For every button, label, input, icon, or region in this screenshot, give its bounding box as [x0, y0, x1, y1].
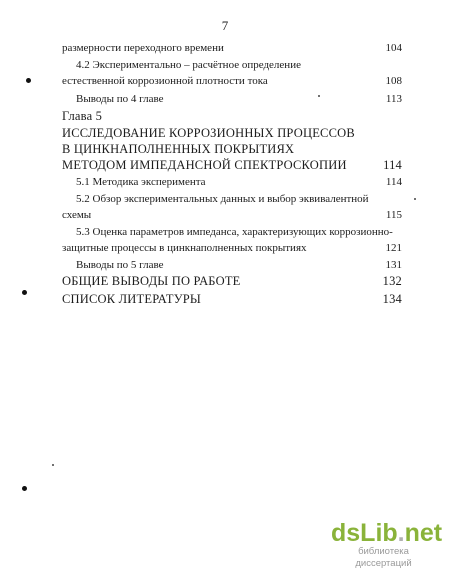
toc-entry-text: защитные процессы в цинкнаполненных покрытиях [62, 242, 307, 254]
toc-entry-text: Выводы по 4 главе [76, 93, 164, 105]
toc-entry [62, 141, 402, 157]
toc-entry-text: 4.2 Экспериментально – расчётное определение [76, 59, 301, 71]
toc-entry-text: Выводы по 5 главе [76, 259, 164, 271]
toc-entry-text: 5.2 Обзор экспериментальных данных и выбор эквивалентной [76, 193, 369, 205]
toc-entry [62, 157, 402, 173]
toc-entry-page: 104 [385, 42, 402, 54]
toc-entry-page: 108 [385, 75, 402, 87]
scan-speck [26, 78, 31, 83]
toc-entry [76, 174, 402, 190]
toc-entry-page: 121 [385, 242, 402, 254]
toc-entry [76, 257, 402, 273]
scan-speck [52, 464, 54, 466]
toc-entry [62, 291, 402, 307]
toc-entry-page: 114 [385, 176, 402, 188]
scan-speck [22, 290, 27, 295]
toc-entry-page: 131 [385, 259, 402, 271]
toc-entry [62, 108, 402, 124]
toc-entry [62, 240, 402, 256]
toc-entry-page: 115 [385, 209, 402, 221]
toc-entry-page: 114 [383, 158, 402, 172]
toc-entry-text: схемы [62, 209, 92, 221]
watermark-subtitle: библиотека диссертаций [355, 546, 412, 569]
toc-entry-page: 113 [385, 93, 402, 105]
scan-speck [414, 198, 416, 200]
toc-entry [62, 207, 402, 223]
toc-entry [76, 191, 402, 207]
toc-entry [62, 125, 402, 141]
toc-entry [76, 224, 412, 240]
toc-entry-text: естественной коррозионной плотности тока [62, 75, 268, 87]
toc-chapter-title: МЕТОДОМ ИМПЕДАНСНОЙ СПЕКТРОСКОПИИ [62, 158, 347, 172]
scan-speck [318, 95, 320, 97]
toc-entry-text: 5.1 Методика эксперимента [76, 176, 206, 188]
page-number: 7 [221, 18, 229, 33]
toc-section-heading: СПИСОК ЛИТЕРАТУРЫ [62, 292, 202, 306]
toc-entry-page: 132 [382, 274, 402, 288]
watermark [331, 519, 443, 570]
toc-entry [62, 73, 402, 89]
watermark-logo-tld: net [404, 519, 443, 547]
toc-entry-text: размерности переходного времени [62, 42, 224, 54]
toc-section-heading: ОБЩИЕ ВЫВОДЫ ПО РАБОТЕ [62, 274, 241, 288]
toc-entry [62, 40, 402, 56]
toc-entry [76, 57, 402, 73]
toc-entry [76, 91, 402, 107]
toc-entry-page: 134 [382, 292, 402, 306]
toc-entry [62, 273, 402, 289]
toc-chapter-title: ИССЛЕДОВАНИЕ КОРРОЗИОННЫХ ПРОЦЕССОВ [62, 126, 355, 140]
watermark-logo [331, 519, 443, 547]
watermark-logo-main: dsLib [331, 519, 398, 547]
toc-chapter-title: В ЦИНКНАПОЛНЕННЫХ ПОКРЫТИЯХ [62, 142, 295, 156]
toc-entry-text: 5.3 Оценка параметров импеданса, характеризующих коррозионно- [76, 226, 393, 238]
watermark-logo-dot: . [397, 519, 405, 547]
scan-speck [22, 486, 27, 491]
toc-chapter-heading: Глава 5 [62, 109, 103, 123]
